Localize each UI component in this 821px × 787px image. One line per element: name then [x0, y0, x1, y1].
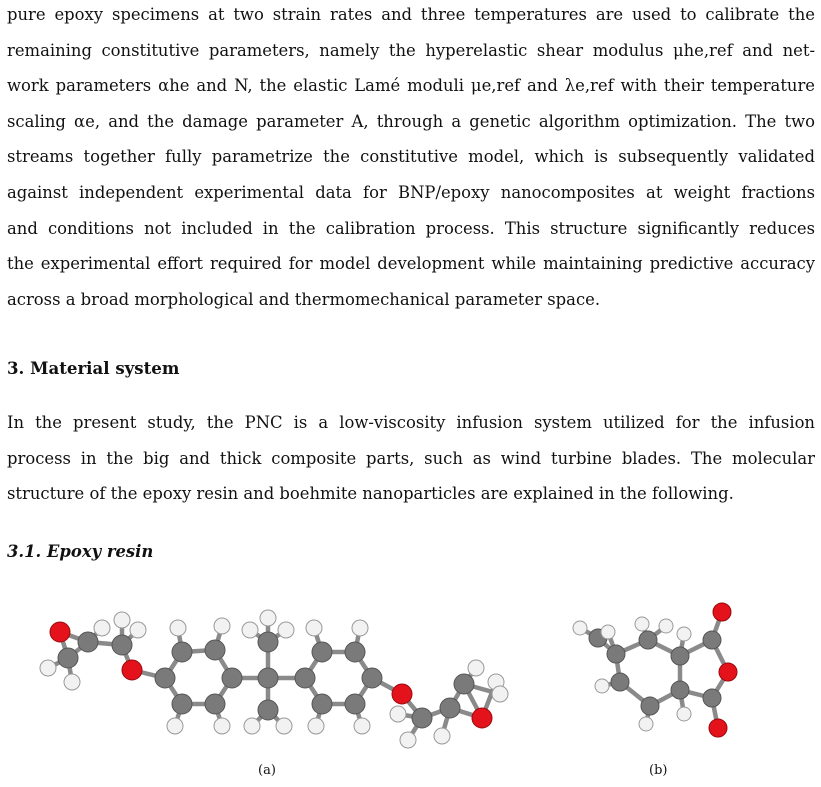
text-line: remaining constitutive parameters, namely the hyperelastic shear modulus μhe,ref and net- [7, 40, 815, 60]
text-line: work parameters αhe and N, the elastic Lamé moduli μe,ref and λe,ref with their temperature [7, 76, 815, 96]
section-heading: 3. Material system [7, 358, 180, 378]
subsection-heading: 3.1. Epoxy resin [7, 542, 154, 561]
atoms-carbon [589, 629, 721, 715]
atoms-carbon [58, 632, 474, 728]
text-line: against independent experimental data for BNP/epoxy nanocomposites at weight fractions [7, 182, 815, 202]
paragraph-calibration [7, 0, 815, 317]
text-line: scaling αe, and the damage parameter A, through a genetic algorithm optimization. The two [7, 111, 815, 131]
figure-caption-a: (a) [258, 763, 276, 778]
molecule-figure-b [568, 590, 758, 750]
figure-caption-b: (b) [649, 763, 668, 778]
epoxy-molecule-image [30, 590, 520, 760]
text-line: process in the big and thick composite parts, such as wind turbine blades. The molecular [7, 448, 815, 468]
text-line: across a broad morphological and thermomechanical parameter space. [7, 289, 601, 309]
text-line: streams together fully parametrize the constitutive model, which is subsequently validated [7, 147, 815, 167]
text-line: structure of the epoxy resin and boehmite nanoparticles are explained in the following. [7, 484, 734, 504]
atoms-oxygen [709, 603, 737, 737]
paragraph-material-system [7, 405, 815, 512]
text-line: and conditions not included in the calibration process. This structure significantly reduces [7, 218, 815, 238]
text-line: the experimental effort required for model development while maintaining predictive accuracy [7, 254, 815, 274]
text-line: In the present study, the PNC is a low-viscosity infusion system utilized for the infusion [7, 413, 815, 432]
molecule-figure-a [30, 590, 520, 760]
text-line: pure epoxy specimens at two strain rates and three temperatures are used to calibrate the [7, 5, 815, 24]
hardener-molecule-image [568, 590, 758, 750]
